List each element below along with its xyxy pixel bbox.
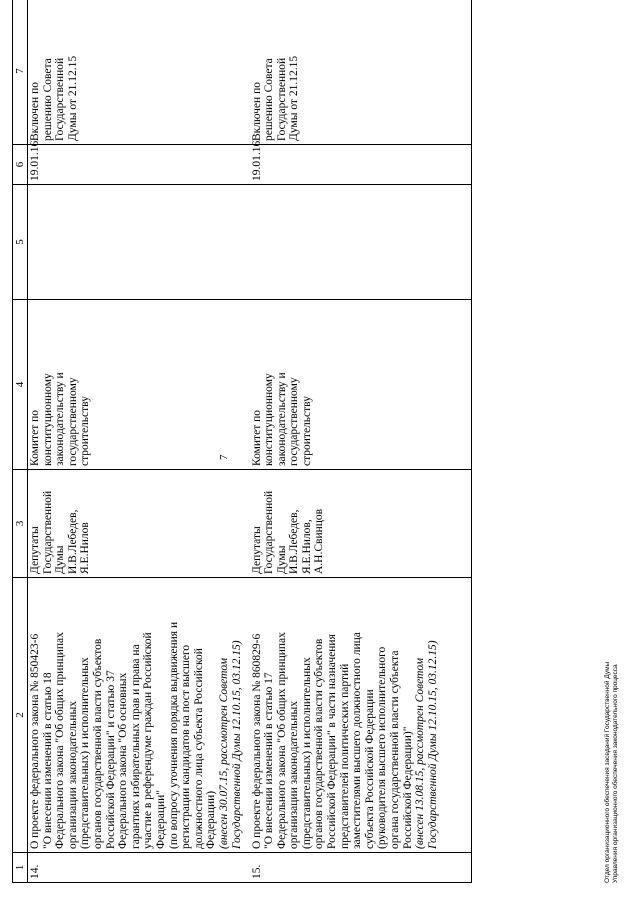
committee-line: строительству <box>79 396 92 466</box>
bill-title-line: (по вопросу уточнения порядка выдвижения и <box>167 621 180 849</box>
col-header-2: 2 <box>13 578 28 853</box>
bill-note-line: (внесен 30.07.15, рассмотрен Советом <box>217 657 230 849</box>
committee-line: государственному <box>288 377 301 466</box>
bill-title-line: (представительных) и исполнительных <box>79 657 92 849</box>
committee-line: законодательству и <box>54 372 67 466</box>
row-number: 15. <box>250 853 472 883</box>
col5-cell <box>28 185 250 300</box>
bill-title-line: Федерального закона "Об основных <box>117 672 130 849</box>
bill-note-line: Государственной Думы 12.10.15, 03.12.15) <box>230 640 243 849</box>
table-header-row <box>13 0 28 883</box>
bill-title-line: "О внесении изменений в статью 18 <box>41 672 54 849</box>
bill-title-line: О проекте федерального закона № 860829-6 <box>250 633 263 849</box>
bill-title-line: Федерации) <box>205 790 218 849</box>
bill-title <box>28 578 250 853</box>
initiator-line: А.Н.Свинцов <box>313 508 326 574</box>
row-number: 14. <box>28 853 250 883</box>
footer-line: Отдел организационного обеспечения заседаний Государственной Думы <box>604 661 611 883</box>
bill-title-line: организации законодательных <box>66 701 79 849</box>
col-header-4: 4 <box>13 300 28 470</box>
bill-note-line: (внесен 13.08.15, рассмотрен Советом <box>414 657 427 849</box>
bill-title-line: Российской Федерации" в части назначения <box>326 634 339 849</box>
bill-title-line: Федерального закона "Об общих принципах <box>54 632 67 849</box>
committee-line: конституционному <box>263 373 276 466</box>
committee-line: Комитет по <box>29 410 41 466</box>
status-line: Включен по <box>250 82 263 141</box>
status-cell <box>250 0 472 145</box>
date-cell: 19.01.16 <box>28 145 250 185</box>
bill-title-line: органов государственной власти субъектов <box>91 638 104 849</box>
status-line: Государственной <box>275 57 288 141</box>
col-header-5: 5 <box>13 185 28 300</box>
initiator-line: Государственной <box>263 490 276 574</box>
footer-line: Управления организационного обеспечения законодательного процесса <box>612 664 619 883</box>
bill-title-line: должностного лица субъекта Российской <box>192 648 205 849</box>
bill-title-line: Федерального закона "Об общих принципах <box>275 632 288 849</box>
bill-title-line: участие в референдуме граждан Российской <box>142 632 155 849</box>
bill-title-line: органа государственной власти субъекта <box>389 650 402 849</box>
bill-title-line: организации законодательных <box>288 701 301 849</box>
bill-title-line: регистрации кандидатов на пост высшего <box>180 644 193 849</box>
table-row <box>250 0 472 883</box>
status-line: решению Совета <box>263 58 276 141</box>
initiators <box>28 470 250 578</box>
col-header-6: 6 <box>13 145 28 185</box>
committee-line: Комитет по <box>250 410 263 466</box>
initiator-line: И.В.Лебедев, <box>288 509 301 574</box>
bill-title-line: Федерации" <box>154 789 167 849</box>
col-header-3: 3 <box>13 470 28 578</box>
col5-cell <box>250 185 472 300</box>
initiator-line: И.В.Лебедев, <box>66 509 79 574</box>
bill-note-line: Государственной Думы 12.10.15, 03.12.15) <box>426 640 439 849</box>
initiator-line: Я.Е.Нилов, <box>300 519 313 574</box>
page-number: 7 <box>218 454 230 460</box>
initiator-line: Я.Е.Нилов <box>79 522 92 574</box>
committee-line: законодательству и <box>275 372 288 466</box>
initiator-line: Государственной <box>41 490 54 574</box>
bill-title-line: субъекта Российской Федерации <box>363 689 376 849</box>
bill-title-line: заместителями высшего должностного лица <box>351 632 364 849</box>
status-line: Государственной <box>54 57 67 141</box>
col-header-7: 7 <box>13 0 28 145</box>
committee <box>250 300 472 470</box>
agenda-table <box>12 0 472 883</box>
bill-title <box>250 578 472 853</box>
status-line: решению Совета <box>41 58 54 141</box>
initiator-line: Думы <box>54 545 67 574</box>
footer <box>604 662 620 883</box>
status-line: Думы от 21.12.15 <box>66 55 79 141</box>
committee-line: строительству <box>300 396 313 466</box>
bill-title-line: органов государственной власти субъектов <box>313 638 326 849</box>
bill-title-line: (руководителя высшего исполнительного <box>376 646 389 849</box>
bill-title-line: (представительных) и исполнительных <box>300 657 313 849</box>
bill-title-line: О проекте федерального закона № 850423-6 <box>29 633 41 849</box>
committee-line: государственному <box>66 377 79 466</box>
col-header-1: 1 <box>13 853 28 883</box>
bill-title-line: гарантиях избирательных прав и права на <box>129 644 142 849</box>
committee-line: конституционному <box>41 373 54 466</box>
initiator-line: Депутаты <box>29 526 41 574</box>
initiator-line: Депутаты <box>250 526 263 574</box>
table-row <box>28 0 250 883</box>
status-line: Думы от 21.12.15 <box>288 55 301 141</box>
bill-title-line: "О внесении изменений в статью 17 <box>263 672 276 849</box>
bill-title-line: представителей политических партий <box>338 663 351 849</box>
date-cell: 19.01.16 <box>250 145 472 185</box>
status-line: Включен по <box>29 82 41 141</box>
initiators <box>250 470 472 578</box>
bill-title-line: Российской Федерации)" <box>401 726 414 849</box>
status-cell <box>28 0 250 145</box>
committee <box>28 300 250 470</box>
bill-title-line: Российской Федерации" и статью 37 <box>104 670 117 849</box>
initiator-line: Думы <box>275 545 288 574</box>
